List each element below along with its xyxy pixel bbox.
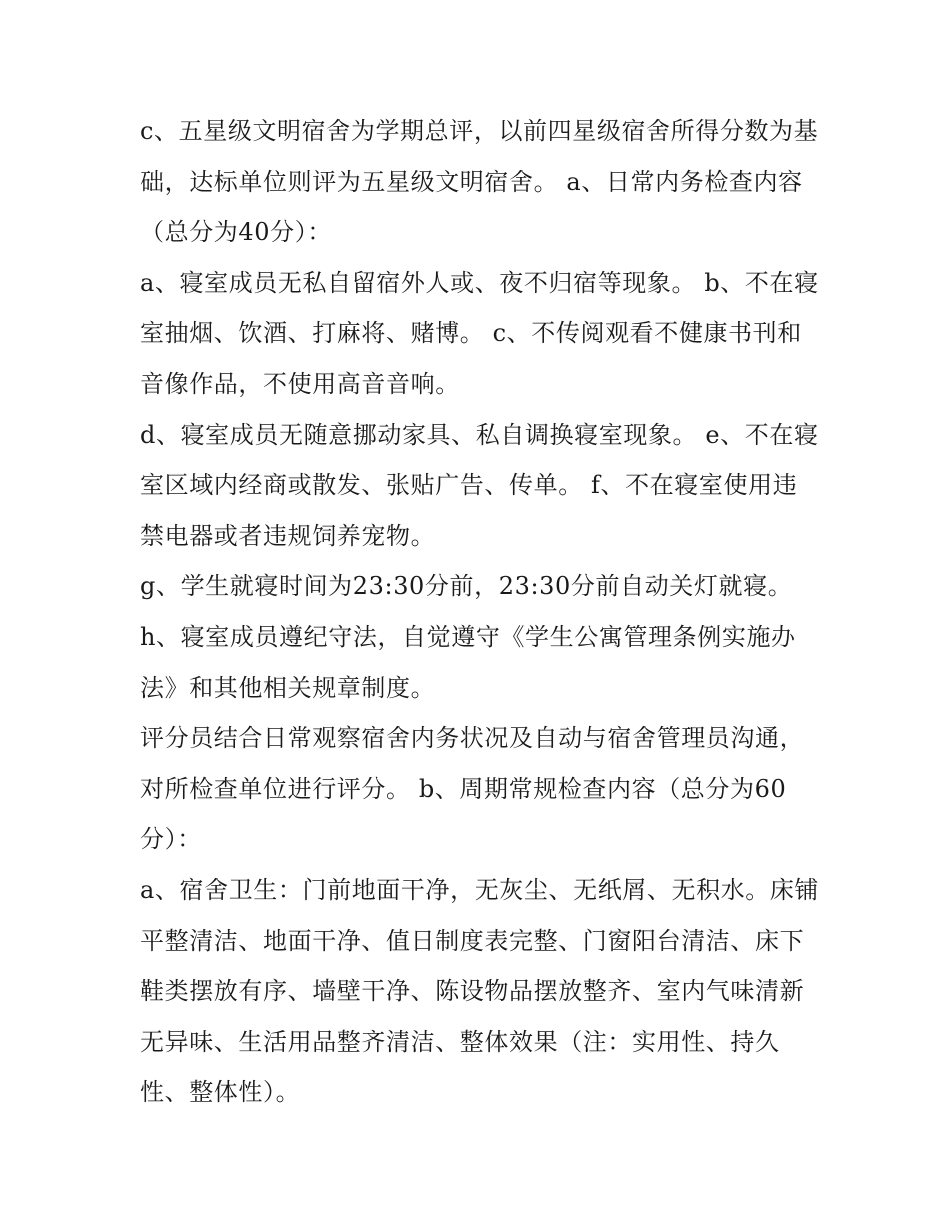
paragraph-rule-a: a、寝室成员无私自留宿外人或、夜不归宿等现象。 b、不在寝室抽烟、饮酒、打麻将、赌博。 c、不传阅观看不健康书刊和音像作品，不使用高音音响。 xyxy=(140,268,819,398)
paragraph-rule-d: d、寝室成员无随意挪动家具、私自调换寝室现象。 e、不在寝室区域内经商或散发、张贴广告、传单。 f、不在寝室使用违禁电器或者违规饲养宠物。 xyxy=(140,420,819,550)
paragraph-hygiene: a、宿舍卫生：门前地面干净，无灰尘、无纸屑、无积水。床铺平整清洁、地面干净、值日制度表完整、门窗阳台清洁、床下鞋类摆放有序、墙壁干净、陈设物品摆放整齐、室内气味清新无异味、生活用品整齐清洁、整体效果（注：实用性、持久性、整体性）。 xyxy=(140,875,820,1107)
paragraph-scoring: 评分员结合日常观察宿舍内务状况及自动与宿舍管理员沟通，对所检查单位进行评分。 b、周期常规检查内容（总分为60分）： xyxy=(140,724,805,854)
paragraph-five-star-summary: c、五星级文明宿舍为学期总评，以前四星级宿舍所得分数为基础，达标单位则评为五星级文明宿舍。 a、日常内务检查内容（总分为40分）： xyxy=(140,117,819,247)
paragraph-rule-g: g、学生就寝时间为23:30分前，23:30分前自动关灯就寝。 xyxy=(140,572,793,601)
document-body xyxy=(140,106,820,1118)
paragraph-rule-h: h、寝室成员遵纪守法，自觉遵守《学生公寓管理条例实施办法》和其他相关规章制度。 xyxy=(140,622,796,702)
